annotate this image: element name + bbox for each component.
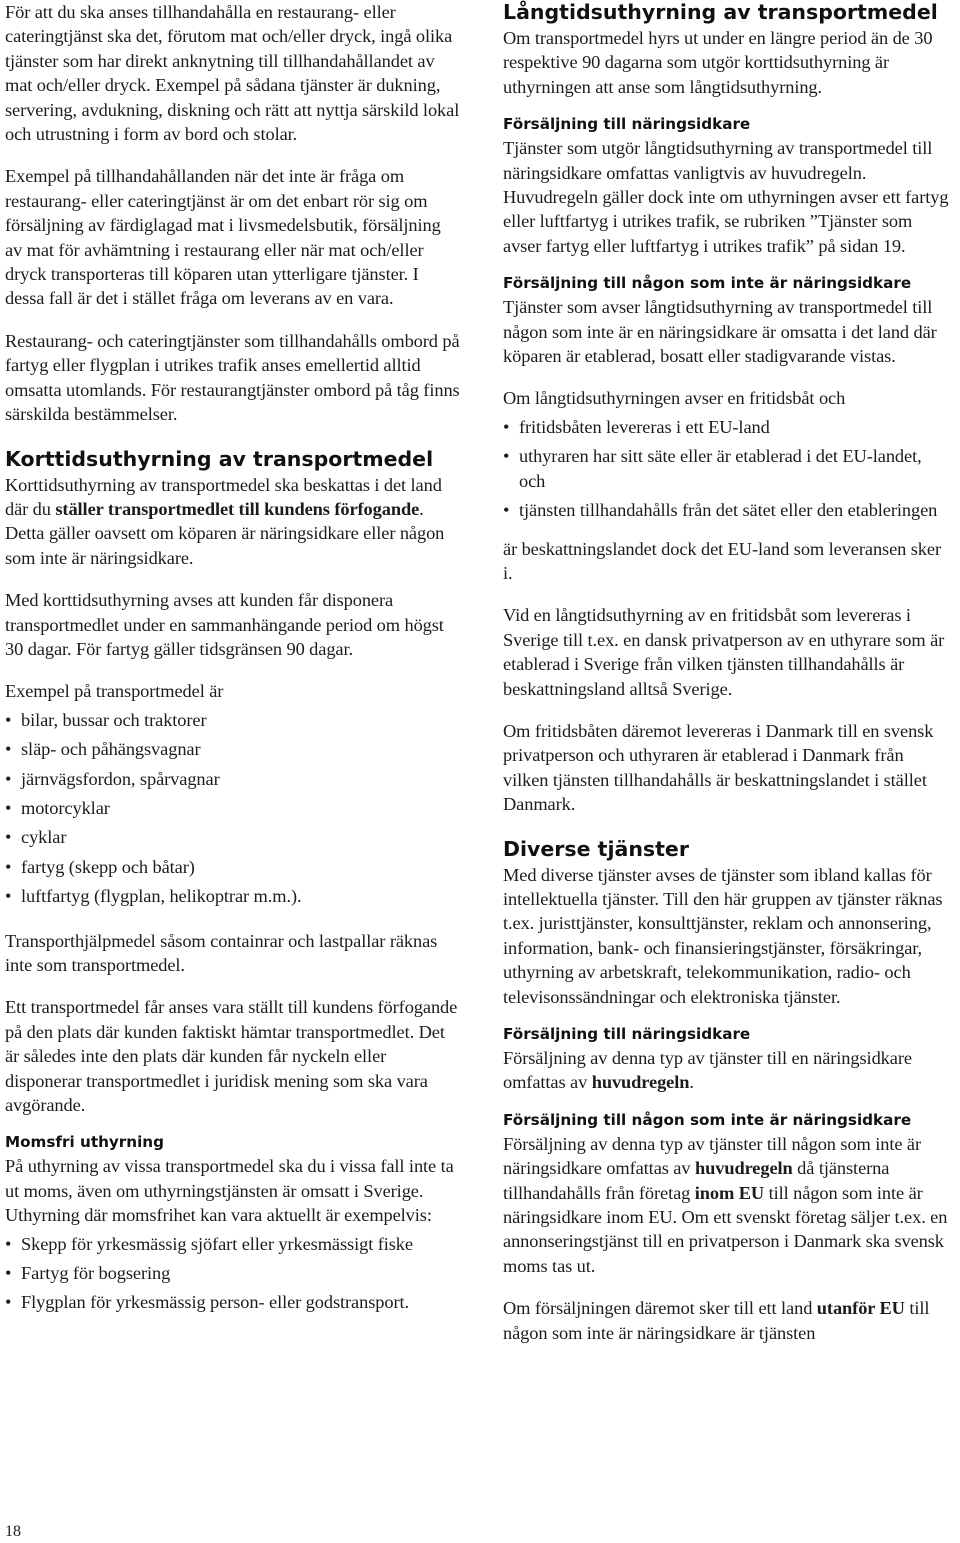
heading-langtidsuthyrning: Långtidsuthyrning av transportmedel (503, 0, 938, 24)
text-run: . Detta gäller oavsett om köparen är näringsidkare eller någon som inte är näringsidkare. (5, 498, 445, 568)
paragraph: Transporthjälpmedel såsom containrar och lastpallar räknas inte som transportmedel. (5, 930, 438, 975)
text-run: Försäljning av denna typ av tjänster till någon som inte är näringsidkare omfattas av (503, 1133, 922, 1179)
emphasis-text: huvudregeln (591, 1072, 690, 1093)
heading-forsaljning-naringsidkare: Försäljning till näringsidkare (503, 115, 751, 134)
list-item: • släp- och påhängsvagnar (5, 737, 460, 761)
left-column (5, 0, 460, 1335)
transport-list (5, 708, 460, 909)
text-run: Försäljning av denna typ av tjänster till en näringsidkare omfattas av (503, 1048, 912, 1093)
paragraph: Tjänster som avser långtidsuthyrning av transportmedel till någon som inte är en näringsidkare är omsatta i det land där köparen är etablerad, bosatt eller stadigvarande vistas. (503, 297, 937, 367)
list-item: • fartyg (skepp och båtar) (5, 855, 460, 879)
list-item: • järnvägsfordon, spårvagnar (5, 767, 460, 791)
list-item: • Fartyg för bogsering (5, 1261, 460, 1285)
paragraph: Om långtidsuthyrningen avser en fritidsbåt och (503, 388, 846, 409)
momsfri-list (5, 1232, 460, 1315)
paragraph: Exempel på tillhandahållanden när det inte är fråga om restaurang- eller cateringtjänst är om det enbart rör sig om försäljning av färdiglagad mat i livsmedelsbutik, försäljning av mat för avhämtning i restaurang eller när mat och/eller dryck transporteras till köparen utan ytterligare tjänster. I dessa fall är det i stället fråga om leverans av en vara. (5, 166, 441, 309)
list-item: • Skepp för yrkesmässig sjöfart eller yrkesmässigt fiske (5, 1232, 460, 1256)
list-item: • bilar, bussar och traktorer (5, 708, 460, 732)
text-run: till någon som inte är näringsidkare är tjänsten (503, 1298, 930, 1343)
text-run: Korttidsuthyrning av transportmedel ska beskattas i det land där du (5, 474, 442, 519)
list-item: • cyklar (5, 825, 460, 849)
paragraph: På uthyrning av vissa transportmedel ska du i vissa fall inte ta ut moms, även om uthyrningstjänsten är omsatt i Sverige. Uthyrning där momsfrihet kan vara aktuellt är exempelvis: (5, 1156, 454, 1226)
list-item: • tjänsten tillhandahålls från det sätet eller den etableringen (503, 498, 950, 522)
paragraph: Restaurang- och cateringtjänster som tillhandahålls ombord på fartyg eller flygplan i utrikes trafik anses emellertid alltid omsatta utomlands. För restaurangtjänster ombord på tåg finns särskilda bestämmelser. (5, 330, 460, 425)
text-run: Om försäljningen däremot sker till ett land (503, 1298, 817, 1319)
list-item: • fritidsbåten levereras i ett EU-land (503, 415, 950, 439)
fritidsbat-list (503, 415, 950, 523)
emphasis-text: utanför EU (816, 1298, 905, 1319)
list-item: • Flygplan för yrkesmässig person- eller godstransport. (5, 1290, 460, 1314)
paragraph: Med korttidsuthyrning avses att kunden får disponera transportmedlet under en sammanhängande period om högst 30 dagar. För fartyg gäller tidsgränsen 90 dagar. (5, 590, 444, 659)
paragraph: Ett transportmedel får anses vara ställt till kundens förfogande på den plats där kunden faktiskt hämtar transportmedlet. Det är således inte den plats där kunden får nyckeln eller disponerar transportmedlet i juridisk mening som ska vara avgörande. (5, 997, 458, 1116)
paragraph: För att du ska anses tillhandahålla en restaurang- eller cateringtjänst ska det, förutom mat och/eller dryck, ingå olika tjänster som har direkt anknytning till tillhandahållandet av mat och/eller dryck. Exempel på sådana tjänster är dukning, servering, avdukning, diskning och rätt att nyttja särskild lokal och utrustning i form av bord och stolar. (5, 2, 460, 145)
list-item: • luftfartyg (flygplan, helikoptrar m.m.). (5, 884, 460, 908)
text-run: till någon som inte är näringsidkare inom EU. Om ett svenskt företag säljer t.ex. en annonseringstjänst till en privatperson i Danmark ska svensk moms tas ut. (503, 1182, 948, 1276)
list-item: • motorcyklar (5, 796, 460, 820)
heading-korttidsuthyrning: Korttidsuthyrning av transportmedel (5, 446, 434, 471)
emphasis-text: huvudregeln (694, 1158, 793, 1179)
paragraph: Exempel på transportmedel är (5, 681, 224, 702)
heading-forsaljning-ej-naringsidkare: Försäljning till någon som inte är näringsidkare (503, 1110, 912, 1129)
heading-momsfri-uthyrning: Momsfri uthyrning (5, 1133, 164, 1152)
heading-forsaljning-ej-naringsidkare: Försäljning till någon som inte är näringsidkare (503, 274, 912, 293)
paragraph (503, 1046, 950, 1095)
paragraph: Om fritidsbåten däremot levereras i Danmark till en svensk privatperson och uthyraren är etablerad i Danmark från vilken tjänsten tillhandahålls är beskattningslandet i stället Danmark. (503, 720, 934, 815)
paragraph (503, 1132, 950, 1278)
heading-diverse-tjanster: Diverse tjänster (503, 836, 689, 861)
right-column (503, 0, 950, 1365)
emphasis-text: inom EU (694, 1182, 765, 1203)
page-number: 18 (5, 1523, 21, 1540)
paragraph: Vid en långtidsuthyrning av en fritidsbåt som levereras i Sverige till t.ex. en dansk privatperson av en uthyrare som är etablerad i Sverige från vilken tjänsten tillhandahålls är beskattningsland alltså Sverige. (503, 605, 945, 699)
paragraph (503, 1296, 950, 1345)
paragraph: är beskattningslandet dock det EU-land som leveransen sker i. (503, 538, 941, 583)
text-run: . (689, 1072, 694, 1093)
paragraph: Om transportmedel hyrs ut under en längre period än de 30 respektive 90 dagarna som utgör korttidsuthyrning är uthyrningen att anse som långtidsuthyrning. (503, 28, 933, 97)
paragraph: Med diverse tjänster avses de tjänster som ibland kallas för intellektuella tjänster. Till den här gruppen av tjänster räknas t.ex. juristtjänster, konsulttjänster, reklam och annonsering, information, bank- och finansieringstjänster, försäkringar, uthyrning av arbetskraft, telekommunikation, radio- och televisonssändningar och elektroniska tjänster. (503, 864, 943, 1007)
emphasis-text: ställer transportmedlet till kundens förfogande (55, 498, 420, 519)
paragraph: Tjänster som utgör långtidsuthyrning av transportmedel till näringsidkare omfattas vanligtvis av huvudregeln. Huvudregeln gäller dock inte om uthyrningen avser ett fartyg eller luftfartyg i utrikes trafik, se rubriken ”Tjänster som avser fartyg eller luftfartyg i utrikes trafik” på sidan 19. (503, 138, 949, 256)
paragraph (5, 473, 460, 571)
heading-forsaljning-naringsidkare: Försäljning till näringsidkare (503, 1025, 751, 1043)
list-item: • uthyraren har sitt säte eller är etablerad i det EU-landet, och (503, 444, 950, 493)
text-run: då tjänsterna tillhandahålls från företag (503, 1158, 890, 1203)
